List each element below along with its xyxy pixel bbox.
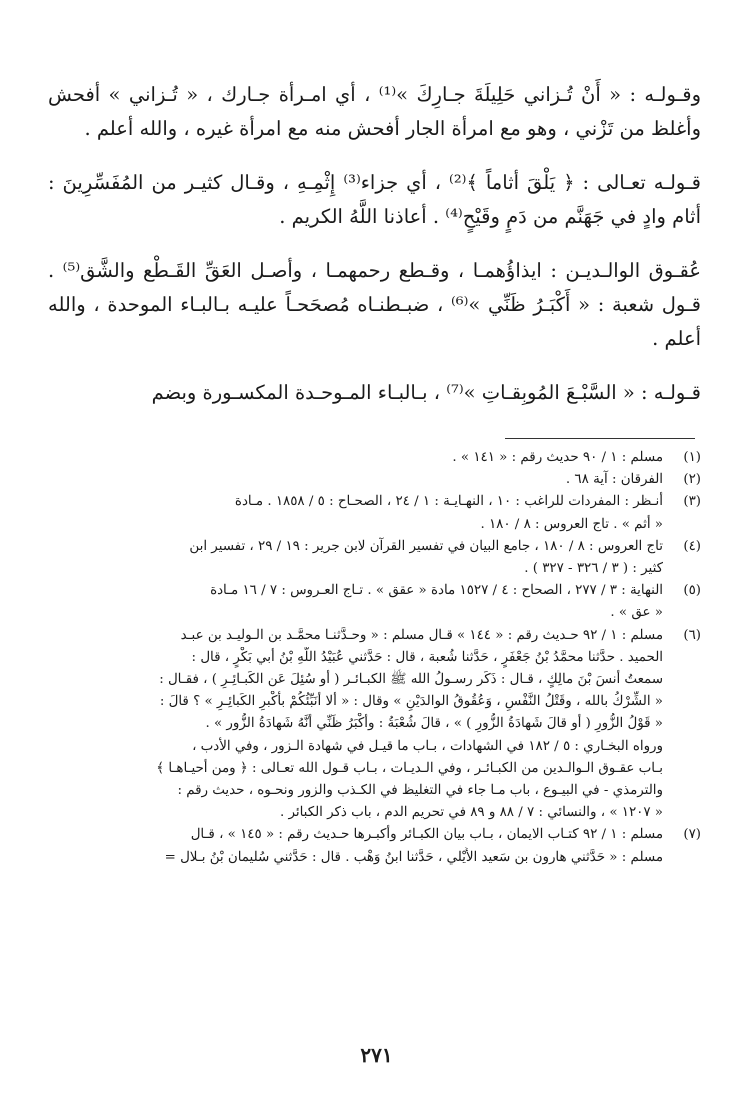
footnote-line: بـاب عقـوق الـوالـدين من الكبـائـر ، وفي الـديـات ، بـاب قـول الله تعـالى : ﴿ ومن أحيـاهـا ﴾ <box>156 760 663 776</box>
footnote-line: « عق » . <box>610 605 663 621</box>
footnote-number: (٧) <box>683 827 701 843</box>
footnote-line: النهاية : ٣ / ٢٧٧ ، الصحاح : ٤ / ١٥٢٧ مادة « عقق » . تـاج العـروس : ٧ / ١٦ مـادة <box>210 583 663 599</box>
footnote-line: كثير : ( ٣ / ٣٢٦ - ٣٢٧ ) . <box>524 561 663 577</box>
paragraph-1: وقـولـه : « أَنْ تُـزاني حَلِيلَةَ جـارِكَ »⁽¹⁾ ، أي امـرأة جـارك ، « تُـزاني » أفحش وأغلظ من تَزْني ، وهو مع امرأة الجار أفحش منه مع امرأة غيره ، والله أعلم . <box>48 83 702 140</box>
footnote-4 <box>48 536 701 580</box>
footnote-number: (١) <box>683 450 701 465</box>
footnote-7 <box>48 824 701 868</box>
footnote-line: « أثم » . تاج العروس : ٨ / ١٨٠ . <box>480 516 663 532</box>
footnote-line: الفرقان : آية ٦٨ . <box>565 472 663 488</box>
footnote-line: والترمذي - في البيـوع ، باب مـا جاء في التغليظ في الكـذب والزور ونحـوه ، حديث رقم : <box>177 783 663 799</box>
footnote-1 <box>48 447 701 469</box>
footnote-3 <box>48 491 701 535</box>
paragraph-4: قـولـه : « السَّبْـعَ المُوبِقـاتِ »⁽⁷⁾ ، بـالبـاء المـوحـدة المكسـورة وبضم <box>151 381 701 404</box>
footnote-number: (٣) <box>683 494 701 510</box>
page-number: ٢٧١ <box>360 1043 393 1067</box>
footnote-number: (٦) <box>683 627 701 643</box>
paragraph-3: عُقـوق الوالـديـن : ايذاؤُهمـا ، وقـطع رحمهمـا ، وأصـل العَقِّ القَـطْع والشَّق⁽⁵⁾ . قـول شعبة : « أَكْبَـرُ ظَنِّي »⁽⁶⁾ ، ضبـطنـاه مُصحَحـاً عليـه بـالبـاء الموحدة ، والله أعلم . <box>48 259 702 350</box>
footnote-line: سمعتُ أنسَ بْنَ مالِكٍ ، قـال : ذَكَر رسـولُ الله ﷺ الكبـائـر ( أو سُئِلَ عَن الكَبـائِـرِ ) ، فقـال : <box>159 672 663 688</box>
footnote-line: « ١٢٠٧ » ، والنسائي : ٧ / ٨٨ و ٨٩ في تحريم الدم ، باب ذكر الكبائر . <box>279 805 663 821</box>
footnote-line: مسلم : ١ / ٩٠ حديث رقم : « ١٤١ » . <box>452 450 663 465</box>
paragraph-2: قـولـه تعـالى : ﴿ يَلْقَ أثاماً ﴾⁽²⁾ ، أي جزاء⁽³⁾ إِثْمِـهِ ، وقـال كثيـر من المُفَسِّرِينَ : أثام وادٍ في جَهَنَّم من دَمٍ وقَيْحٍ⁽⁴⁾ . أعاذنا اللَّهُ الكريم . <box>48 171 701 228</box>
footnote-separator <box>505 438 695 439</box>
footnote-line: مسلم : ١ / ٩٢ كتـاب الايمان ، بـاب بيان الكبـائر وأكبـرها حـديث رقم : « ١٤٥ » ، قـال <box>190 827 663 843</box>
footnotes <box>48 447 701 869</box>
footnote-line: ورواه البخـاري : ٥ / ١٨٢ في الشهادات ، بـاب ما قيـل في شهادة الـزور ، وفي الأدب ، <box>192 738 663 754</box>
footnote-line: أنـظر : المفردات للراغب : ١٠ ، النهـايـة : ١ / ٢٤ ، الصحـاح : ٥ / ١٨٥٨ . مـادة <box>234 494 663 510</box>
main-text <box>48 78 701 410</box>
footnote-number: (٢) <box>683 472 701 488</box>
footnote-number: (٥) <box>683 583 701 599</box>
footnote-line: « الشِّرْكُ بالله ، وقَتْلُ النَّفْسِ ، وَعُقُوقُ الوالدَيْنِ » وقال : « ألا أُنَبِّئُكُمْ بأكْبرِ الكَبائِـرِ » ؟ قالَ : <box>159 694 663 710</box>
footnote-number: (٤) <box>683 538 701 554</box>
footnote-line: « قَوْلُ الزُّورِ ( أو قالَ شَهادَةُ الزُّورِ ) » ، قالَ شُعْبَةُ : وأكْبَرُ ظَنِّي أنَّهُ شَهادَةُ الزُّور » . <box>205 716 663 732</box>
footnote-line: الحميد . حدَّثنا محمَّدُ بْنُ جَعْفَرٍ ، حَدَّثنا شُعبة ، قال : حَدَّثني عُبَيْدُ اللَّهِ بْنُ أبي بَكْرٍ ، قال : <box>191 649 663 665</box>
footnote-2 <box>48 469 701 491</box>
footnote-line: تاج العروس : ٨ / ١٨٠ ، جامع البيان في تفسير القرآن لابن جرير : ١٩ / ٢٩ ، تفسير ابن <box>189 538 663 554</box>
footnote-6 <box>48 625 701 825</box>
footnote-line: مسلم : « حَدَّثني هارون بن سَعيد الأَيْلي ، حَدَّثنا ابنُ وَهْب . قال : حَدَّثني سُليمان بْنُ بـلال = <box>164 849 663 865</box>
footnote-5 <box>48 580 701 624</box>
footnote-line: مسلم : ١ / ٩٢ حـديث رقم : « ١٤٤ » قـال مسلم : « وحـدَّثنـا محمَّـد بن الـوليـد بن عبـد <box>180 627 663 643</box>
